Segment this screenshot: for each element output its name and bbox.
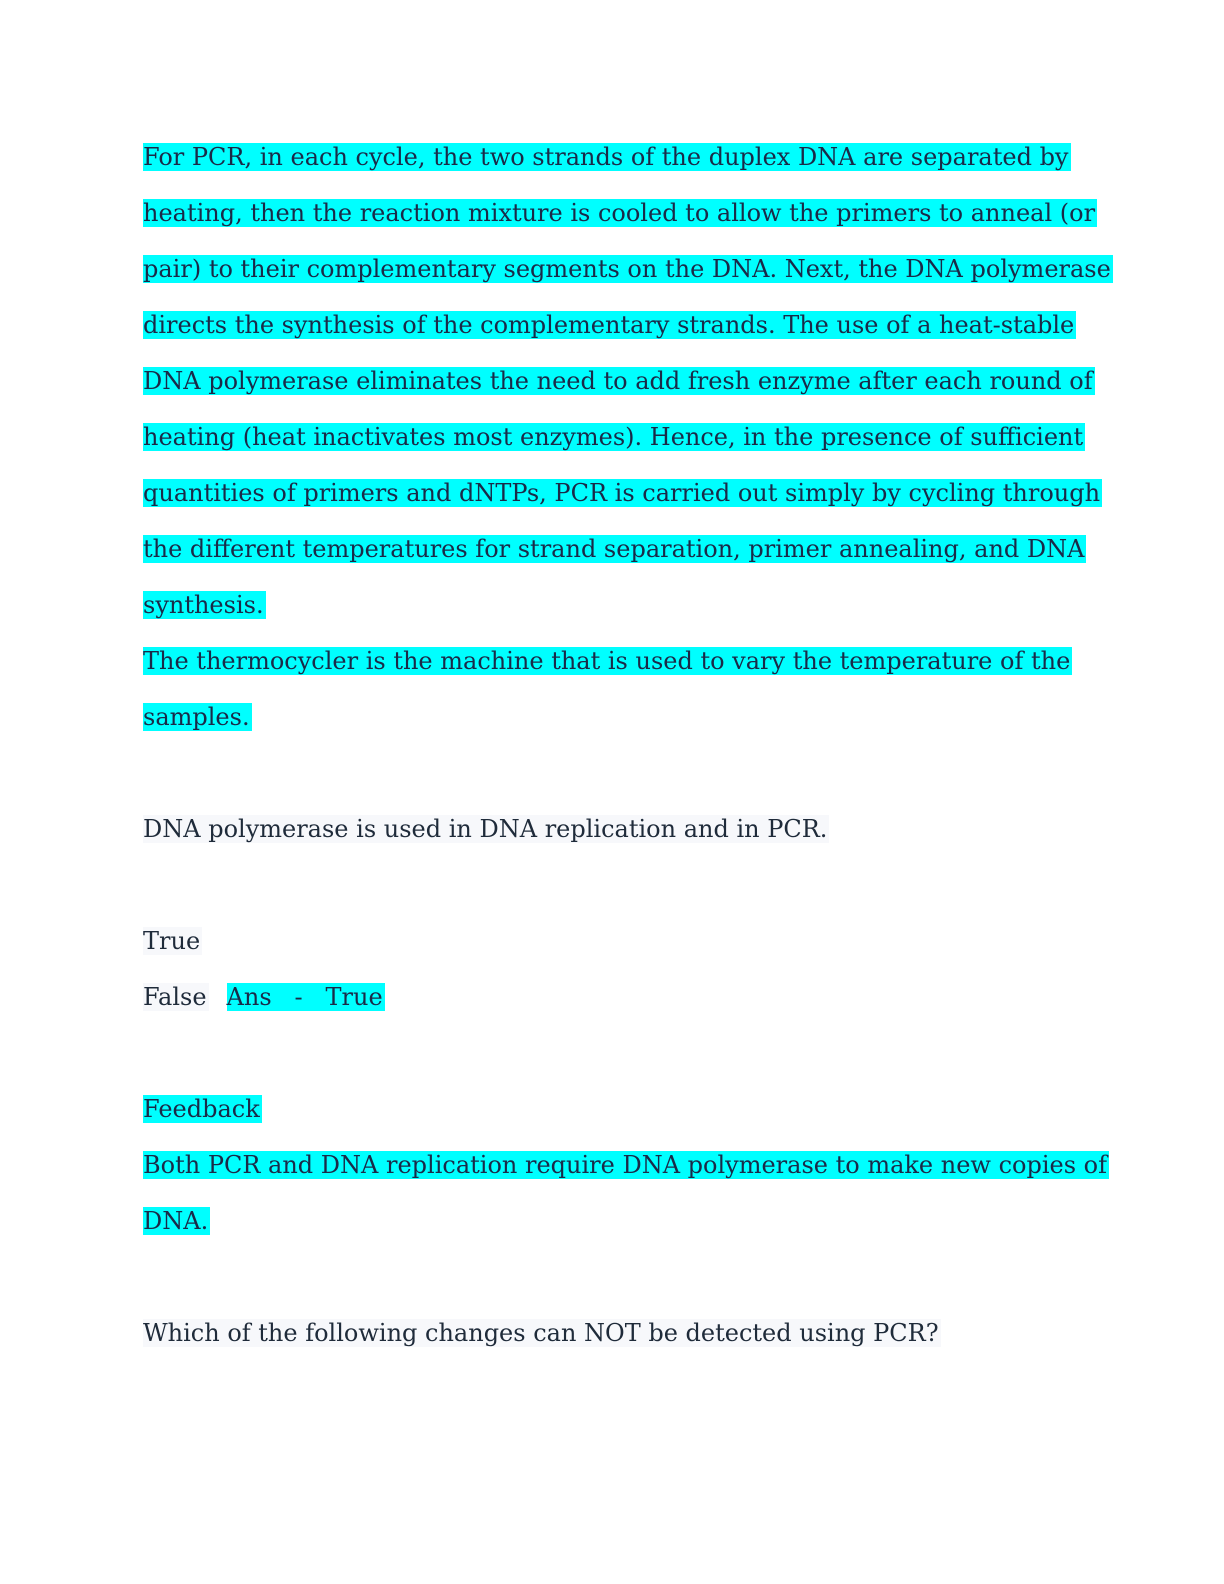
highlighted-text: pair) to their complementary segments on the DNA. Next, the DNA polymerase [143, 255, 1111, 283]
highlighted-text: For PCR, in each cycle, the two strands of the duplex DNA are separated by [143, 143, 1069, 171]
option-false-row [143, 982, 385, 1012]
highlighted-text: Both PCR and DNA replication require DNA polymerase to make new copies of [143, 1151, 1108, 1179]
highlighted-text: samples. [143, 703, 250, 731]
passage-line [143, 254, 1113, 284]
feedback-line [143, 1206, 210, 1236]
feedback-heading-text: Feedback [143, 1095, 260, 1123]
passage-line [143, 310, 1076, 340]
passage-line [143, 534, 1086, 564]
thermocycler-line [143, 702, 252, 732]
passage-line [143, 478, 1102, 508]
passage-line [143, 366, 1095, 396]
option-label: True [143, 927, 201, 955]
option-label: False [143, 983, 207, 1011]
feedback-heading [143, 1094, 262, 1124]
option-true [143, 926, 202, 956]
highlighted-text: heating (heat inactivates most enzymes). Hence, in the presence of sufficient [143, 423, 1084, 451]
highlighted-text: quantities of primers and dNTPs, PCR is carried out simply by cycling through [143, 479, 1101, 507]
question-1-text [143, 814, 829, 844]
highlighted-text: heating, then the reaction mixture is cooled to allow the primers to anneal (or [143, 199, 1096, 227]
passage-line [143, 198, 1097, 228]
passage-line [143, 422, 1085, 452]
question-2-text [143, 1318, 941, 1348]
highlighted-text: DNA polymerase eliminates the need to add fresh enzyme after each round of [143, 367, 1093, 395]
feedback-line [143, 1150, 1109, 1180]
highlighted-text: synthesis. [143, 591, 264, 619]
highlighted-text: directs the synthesis of the complementary strands. The use of a heat-stable [143, 311, 1075, 339]
answer-label: Ans - True [226, 983, 383, 1011]
question-text: Which of the following changes can NOT be detected using PCR? [143, 1319, 939, 1347]
highlighted-text: The thermocycler is the machine that is used to vary the temperature of the [143, 647, 1071, 675]
highlighted-text: the different temperatures for strand separation, primer annealing, and DNA [143, 535, 1085, 563]
passage-line [143, 142, 1071, 172]
question-text: DNA polymerase is used in DNA replication and in PCR. [143, 815, 828, 843]
thermocycler-line [143, 646, 1072, 676]
passage-line [143, 590, 266, 620]
highlighted-text: DNA. [143, 1207, 209, 1235]
